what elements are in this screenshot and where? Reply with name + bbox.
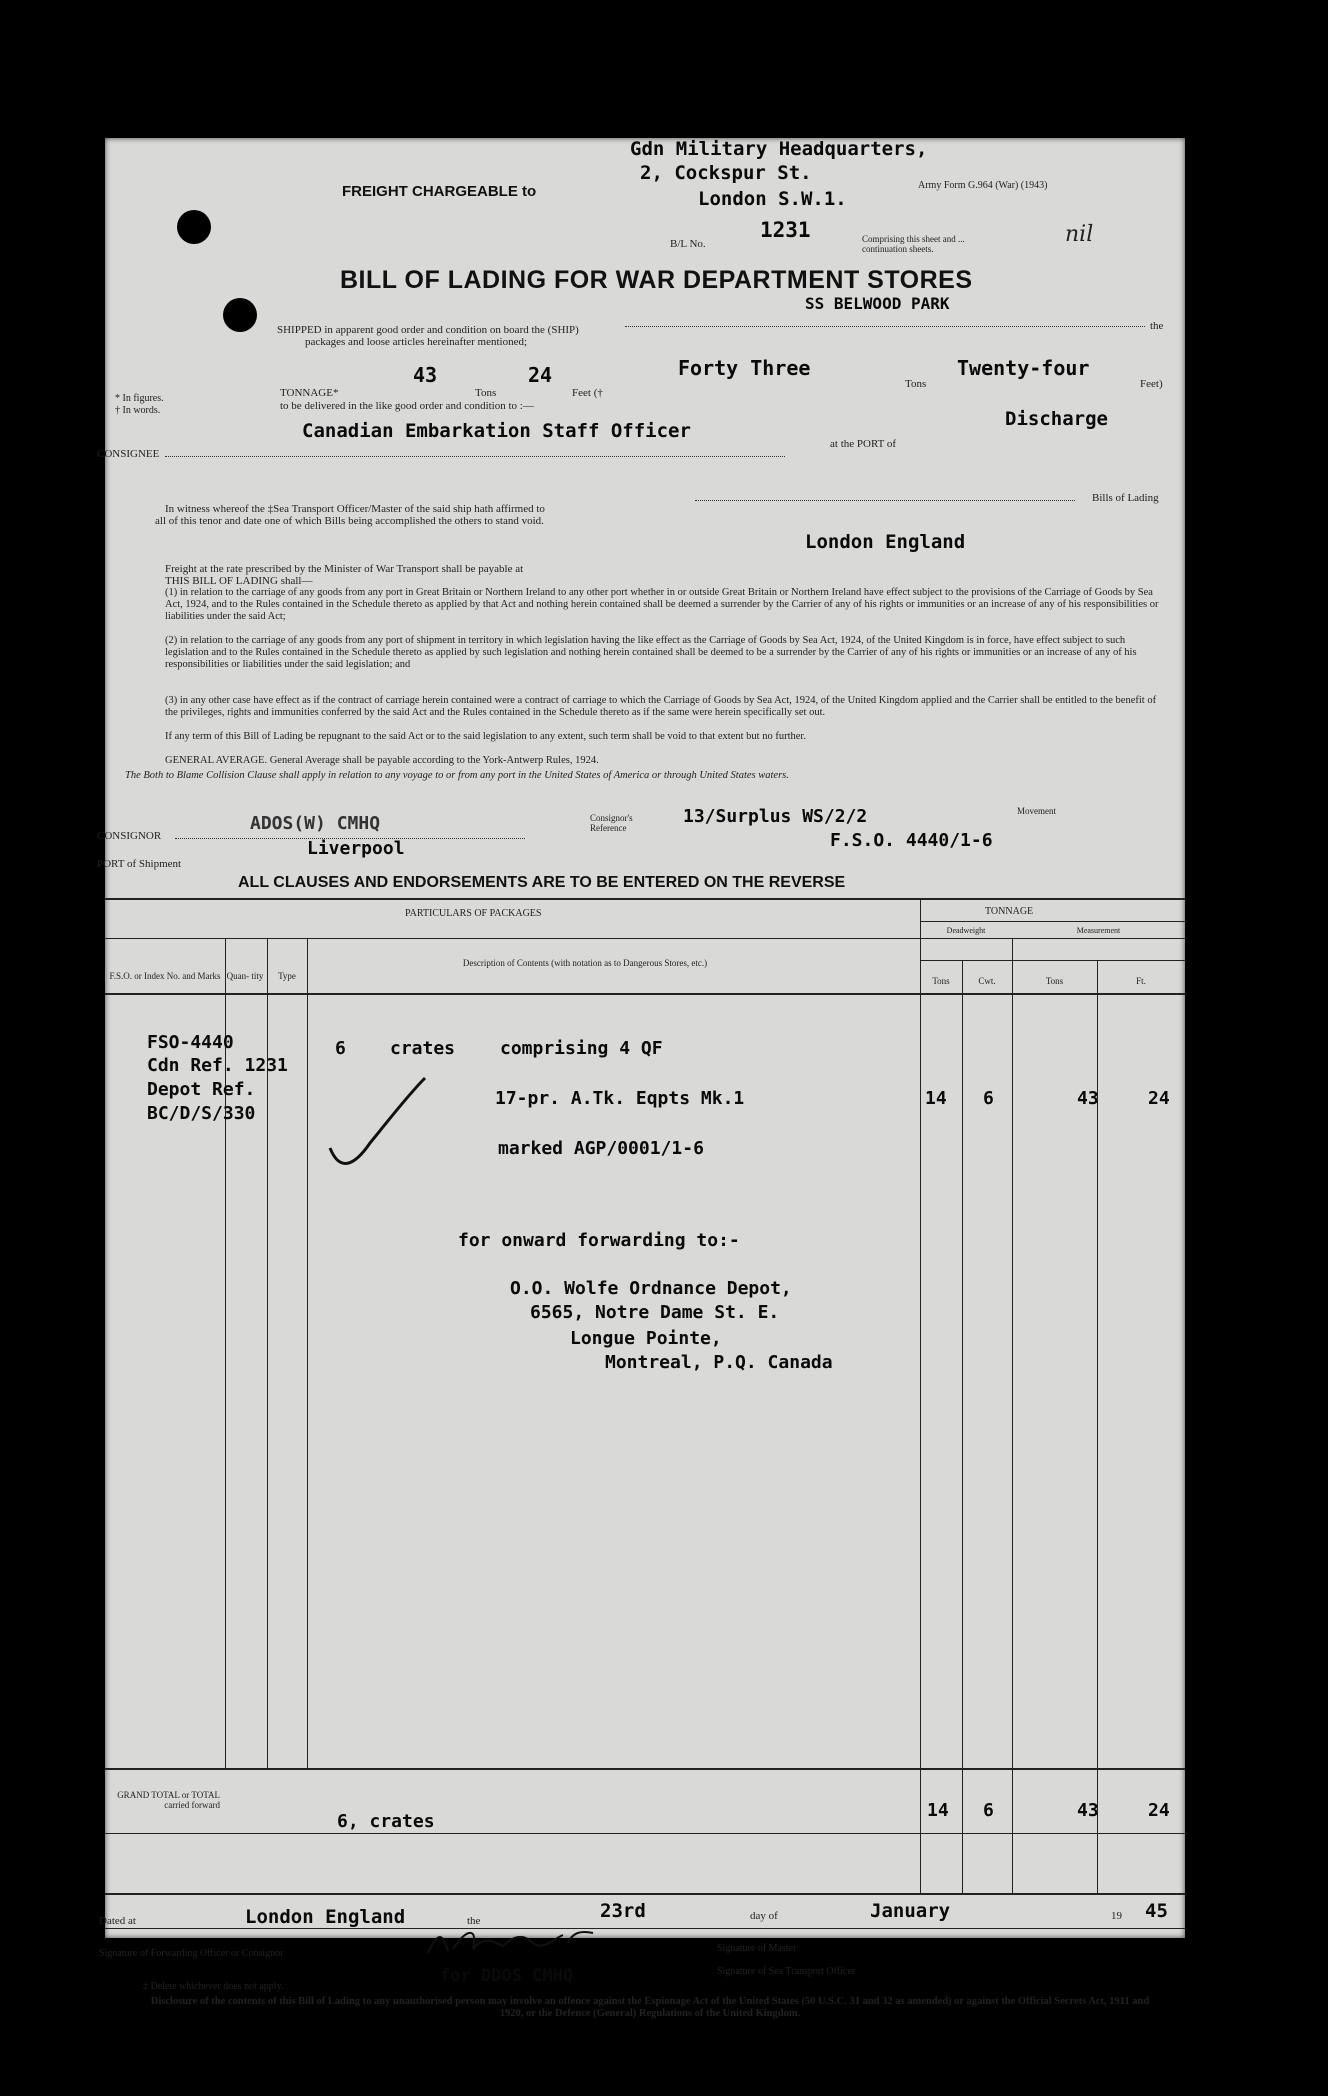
total-ms-ft: 24 bbox=[1148, 1800, 1170, 1821]
marks-line-1: FSO-4440 bbox=[147, 1032, 234, 1053]
desc-line-2: 17-pr. A.Tk. Eqpts Mk.1 bbox=[495, 1088, 745, 1109]
forwarding-signature-label: Signature of Forwarding Officer or Consignor bbox=[99, 1948, 284, 1959]
figures-note: * In figures. bbox=[115, 393, 164, 404]
port-of-label: at the PORT of bbox=[830, 438, 897, 450]
feet-in-words: Twenty-four bbox=[957, 356, 1090, 380]
dw-cwt-header: Cwt. bbox=[978, 976, 996, 986]
desc-line-3: marked AGP/0001/1-6 bbox=[498, 1138, 704, 1159]
feet-figure: 24 bbox=[528, 363, 553, 387]
address-line-1: Gdn Military Headquarters, bbox=[630, 138, 928, 160]
ms-tons-value: 43 bbox=[1077, 1088, 1099, 1109]
witness-text-2: all of this tenor and date one of which Bills being accomplished the others to stand void. bbox=[155, 515, 544, 527]
clause-3: (3) in any other case have effect as if the contract of carriage herein contained were a contract of carriage to which the Carriage of Goods by Sea Act, 1924, of the United Kingdom applied and the Carrier shall be entitled to the benefit of the privileges, rights and immunities conferred by the said Act and the Rules contained in the Schedule thereto as if the same were herein specifically set out. bbox=[165, 695, 1157, 718]
witness-text: In witness whereof the ‡Sea Transport Officer/Master of the said ship hath affirmed to bbox=[165, 503, 545, 515]
comprising-value-handwritten: nil bbox=[1065, 222, 1094, 247]
dated-place: London England bbox=[245, 1906, 406, 1928]
year-value: 45 bbox=[1145, 1900, 1168, 1922]
feet-label-2: Feet) bbox=[1140, 378, 1163, 390]
repugnant-clause: If any term of this Bill of Lading be repugnant to the said Act or to the said legislation to any extent, such term shall be void to that extent but no further. bbox=[165, 731, 806, 742]
day-of-label: day of bbox=[750, 1910, 778, 1922]
freight-rate-text: Freight at the rate prescribed by the Minister of War Transport shall be payable at bbox=[165, 563, 524, 575]
master-signature-label: Signature of Master bbox=[717, 1943, 797, 1954]
col-fso-marks: F.S.O. or Index No. and Marks bbox=[109, 971, 221, 981]
dw-tons-value: 14 bbox=[925, 1088, 947, 1109]
punch-hole-top bbox=[177, 210, 211, 244]
ms-ft-value: 24 bbox=[1148, 1088, 1170, 1109]
clause-2: (2) in relation to the carriage of any goods from any port of shipment in territory in which legislation having the like effect as the Carriage of Goods by Sea Act, 1924, of the United Kingdom is in force, have effect subject to such legislation and to the Rules contained in the Schedule thereto as applied by such legislation and nothing herein contained shall be deemed to be a surrender by the Carrier of any of his rights or immunities or an increase of any of his responsibilities or liabilities under the said legislation; and bbox=[165, 635, 1137, 670]
grand-total-quantity: 6, crates bbox=[337, 1811, 435, 1832]
quantity-value: 6 bbox=[335, 1038, 346, 1059]
port-of-shipment-label: PORT of Shipment bbox=[97, 858, 182, 870]
dated-at-label: Dated at bbox=[99, 1915, 136, 1927]
col-type: Type bbox=[278, 971, 296, 981]
dw-tons-header: Tons bbox=[932, 976, 950, 986]
desc-line-8: Montreal, P.Q. Canada bbox=[605, 1352, 833, 1373]
signature-for: for DDOS CMHQ bbox=[440, 1966, 574, 1986]
delete-note: ‡ Delete whichever does not apply. bbox=[143, 1981, 284, 1992]
deliver-text: to be delivered in the like good order and condition to :— bbox=[280, 400, 534, 412]
tonnage-header: TONNAGE bbox=[985, 906, 1034, 917]
day-value: 23rd bbox=[600, 1900, 646, 1922]
consignor-reference-label: Consignor's Reference bbox=[590, 813, 633, 833]
ship-name: SS BELWOOD PARK bbox=[805, 294, 950, 313]
sto-signature-label: Signature of Sea Transport Officer bbox=[717, 1966, 856, 1977]
consignor-reference: 13/Surplus WS/2/2 bbox=[683, 806, 868, 827]
collision-clause: The Both to Blame Collision Clause shall apply in relation to any voyage to or from any port in the United States of America or through United States waters. bbox=[125, 770, 789, 781]
shipped-text: SHIPPED in apparent good order and condition on board the (SHIP) bbox=[277, 324, 579, 336]
consignee-label: CONSIGNEE bbox=[97, 448, 160, 460]
tons-label-2: Tons bbox=[905, 378, 927, 390]
year-prefix: 19 bbox=[1111, 1910, 1122, 1922]
desc-line-4: for onward forwarding to:- bbox=[458, 1230, 740, 1251]
fso-number: F.S.O. 4440/1-6 bbox=[830, 830, 993, 851]
feet-label: Feet († bbox=[572, 387, 603, 399]
document-title: BILL OF LADING FOR WAR DEPARTMENT STORES bbox=[340, 266, 973, 294]
ms-ft-header: Ft. bbox=[1136, 976, 1146, 986]
total-ms-tons: 43 bbox=[1077, 1800, 1099, 1821]
total-dw-cwt: 6 bbox=[983, 1800, 994, 1821]
bill-of-lading-sheet bbox=[97, 138, 1185, 2019]
freight-chargeable-label: FREIGHT CHARGEABLE to bbox=[342, 183, 537, 200]
movement-label: Movement bbox=[1017, 806, 1056, 816]
tons-in-words: Forty Three bbox=[678, 356, 811, 380]
desc-line-6: 6565, Notre Dame St. E. bbox=[530, 1302, 780, 1323]
freight-payable-place: London England bbox=[805, 531, 966, 553]
bills-of-lading-label: Bills of Lading bbox=[1092, 492, 1159, 504]
col-quantity: Quan- tity bbox=[226, 971, 264, 981]
handwritten-signature bbox=[423, 1921, 603, 1961]
tons-figure: 43 bbox=[413, 363, 438, 387]
month-value: January bbox=[870, 1900, 951, 1922]
tick-mark bbox=[310, 1073, 430, 1173]
punch-hole-bottom bbox=[223, 298, 257, 332]
consignor-label: CONSIGNOR bbox=[97, 830, 162, 842]
type-value: crates bbox=[390, 1038, 456, 1059]
shipped-text-2: packages and loose articles hereinafter mentioned; bbox=[305, 336, 528, 348]
clauses-banner: ALL CLAUSES AND ENDORSEMENTS ARE TO BE ENTERED ON THE REVERSE bbox=[238, 874, 846, 891]
disclosure-notice: Disclosure of the contents of this Bill of Lading to any unauthorised person may involve an offence against the Espionage Act of the United States (50 U.S.C. 31 and 32 as amended) or against the Official Secrets Act, 1911 and 1920, or the Defence (General) Regulations of the United Kingdom. bbox=[150, 1996, 1150, 2019]
bl-number: 1231 bbox=[760, 218, 811, 242]
total-dw-tons: 14 bbox=[927, 1800, 949, 1821]
measurement-header: Measurement bbox=[1076, 926, 1121, 935]
desc-line-1: comprising 4 QF bbox=[500, 1038, 663, 1059]
desc-line-5: O.O. Wolfe Ordnance Depot, bbox=[510, 1278, 792, 1299]
tonnage-label: TONNAGE* bbox=[280, 387, 339, 399]
clause-heading: THIS BILL OF LADING shall— bbox=[165, 575, 313, 587]
dw-cwt-value: 6 bbox=[983, 1088, 994, 1109]
consignor-value: ADOS(W) CMHQ bbox=[250, 813, 381, 834]
on-the-label: the bbox=[467, 1915, 481, 1927]
particulars-header: PARTICULARS OF PACKAGES bbox=[405, 908, 542, 919]
marks-line-4: BC/D/S/330 bbox=[147, 1103, 256, 1124]
ms-tons-header: Tons bbox=[1045, 976, 1064, 986]
general-average: GENERAL AVERAGE. General Average shall be payable according to the York-Antwerp Rules, 1924. bbox=[165, 755, 599, 766]
form-reference: Army Form G.964 (War) (1943) bbox=[918, 180, 1048, 191]
address-line-2: 2, Cockspur St. bbox=[640, 162, 812, 184]
the-label: the bbox=[1150, 320, 1164, 332]
tons-label: Tons bbox=[475, 387, 497, 399]
consignee-value: Canadian Embarkation Staff Officer bbox=[302, 420, 691, 442]
desc-line-7: Longue Pointe, bbox=[570, 1328, 722, 1349]
marks-line-3: Depot Ref. bbox=[147, 1079, 256, 1100]
marks-line-2: Cdn Ref. 1231 bbox=[147, 1055, 288, 1076]
bl-no-label: B/L No. bbox=[670, 238, 706, 250]
port-of-shipment: Liverpool bbox=[307, 838, 405, 859]
port-of-discharge: Discharge bbox=[1005, 408, 1108, 430]
grand-total-label: GRAND TOTAL or TOTAL carried forward bbox=[117, 1790, 220, 1810]
col-description: Description of Contents (with notation as to Dangerous Stores, etc.) bbox=[462, 958, 708, 968]
words-note: † In words. bbox=[115, 405, 161, 416]
comprising-label: Comprising this sheet and ... continuation sheets. bbox=[862, 234, 965, 254]
address-line-3: London S.W.1. bbox=[698, 188, 847, 210]
deadweight-header: Deadweight bbox=[946, 926, 986, 935]
clause-1: (1) in relation to the carriage of any goods from any port in Great Britain or Northern Ireland to any other port whether in or outside Great Britain or Northern Ireland have effect subject to the provisions of the Carriage of Goods by Sea Act, 1924, and to the Rules contained in the Schedule thereto as applied by that Act and nothing herein contained shall be deemed a surrender by the Carrier of any of his rights or immunities or an increase of any of his responsibilities or liabilities under the said Act; bbox=[165, 587, 1159, 622]
